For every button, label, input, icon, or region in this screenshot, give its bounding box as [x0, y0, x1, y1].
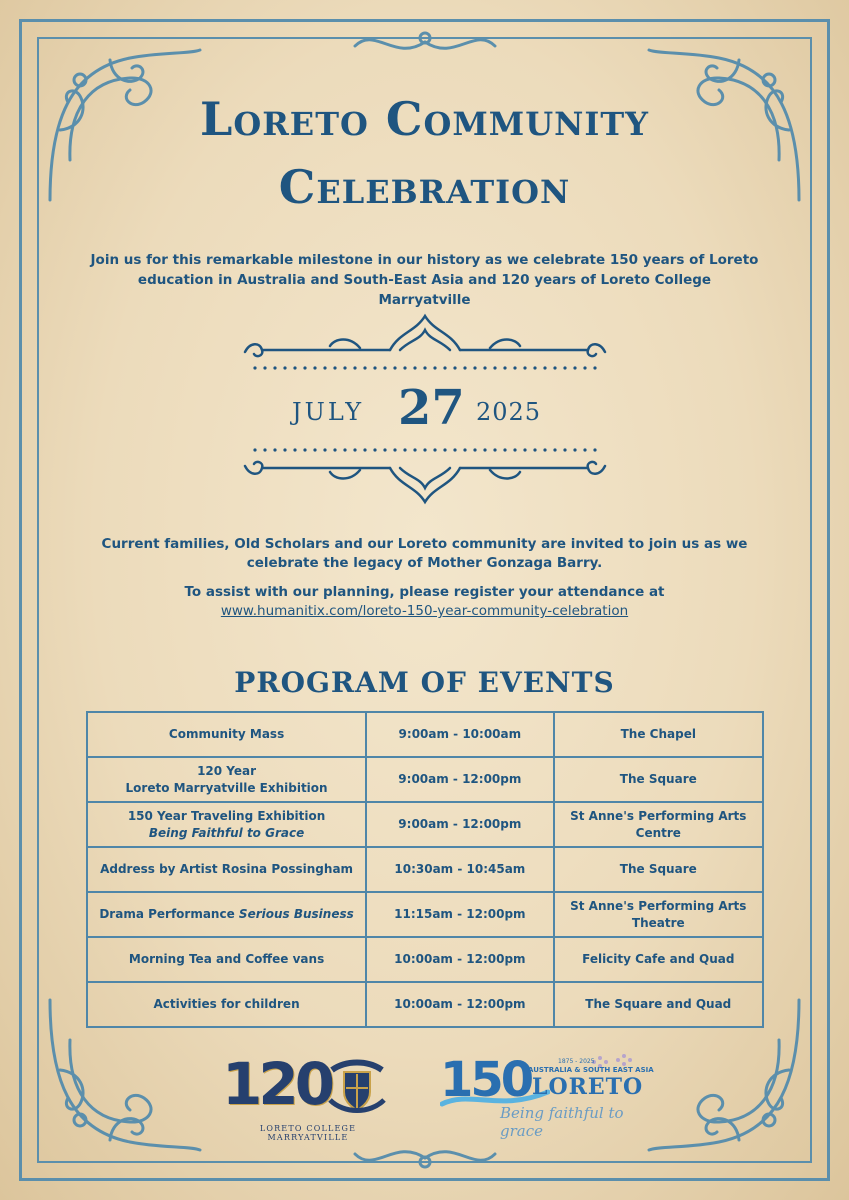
top-flourish-icon: [345, 26, 505, 66]
event-time: 9:00am - 12:00pm: [366, 802, 553, 847]
registration-link[interactable]: www.humanitix.com/loreto-150-year-community-celebration: [220, 603, 629, 619]
logo-120-number: 120: [222, 1050, 332, 1118]
intro-text: Join us for this remarkable milestone in our history as we celebrate 150 years of Loreto education in Australia and South-East Asia and 120 years of Loreto College Marryatville: [90, 252, 759, 308]
table-row: [87, 712, 763, 757]
event-date: [0, 380, 849, 440]
logo-150-years: 1875 - 2025: [558, 1058, 595, 1065]
date-ornament-bottom-icon: [240, 436, 610, 506]
table-row: [87, 757, 763, 802]
event-name: Morning Tea and Coffee vans: [87, 937, 366, 982]
event-time: 10:00am - 12:00pm: [366, 982, 553, 1027]
event-name: 150 Year Traveling Exhibition Being Faithful to Grace: [87, 802, 366, 847]
date-month: JULY: [292, 398, 365, 426]
event-name: Activities for children: [87, 982, 366, 1027]
table-row: [87, 802, 763, 847]
event-venue: St Anne's Performing Arts Theatre: [554, 892, 763, 937]
registration-text: To assist with our planning, please register your attendance at: [184, 584, 665, 600]
event-name: 120 Year Loreto Marryatville Exhibition: [87, 757, 366, 802]
logo-150-region: AUSTRALIA & SOUTH EAST ASIA: [528, 1066, 654, 1074]
event-time: 10:30am - 10:45am: [366, 847, 553, 892]
event-venue: The Square: [554, 757, 763, 802]
event-name: Drama Performance Serious Business: [87, 892, 366, 937]
invite-text: Current families, Old Scholars and our Loreto community are invited to join us as we celebrate the legacy of Mother Gonzaga Barry.: [101, 536, 748, 571]
logo-150-name: LORETO: [532, 1074, 644, 1100]
event-venue: Felicity Cafe and Quad: [554, 937, 763, 982]
date-year: 2025: [476, 398, 542, 426]
table-row: [87, 847, 763, 892]
event-venue: St Anne's Performing Arts Centre: [554, 802, 763, 847]
loreto-150-logo: [440, 1052, 655, 1140]
table-row: [87, 937, 763, 982]
event-time: 11:15am - 12:00pm: [366, 892, 553, 937]
table-row: [87, 982, 763, 1027]
crest-icon: [326, 1056, 388, 1118]
event-venue: The Square: [554, 847, 763, 892]
loreto-120-logo: [222, 1050, 394, 1140]
table-row: [87, 892, 763, 937]
date-day: 27: [398, 380, 465, 436]
page-title-line2: Celebration: [278, 160, 571, 214]
logo-150-number: 150: [440, 1052, 532, 1108]
event-name: Community Mass: [87, 712, 366, 757]
registration-info: [90, 583, 759, 621]
logo-120-caption: LORETO COLLEGE MARRYATVILLE: [259, 1124, 357, 1142]
event-name: Address by Artist Rosina Possingham: [87, 847, 366, 892]
event-time: 10:00am - 12:00pm: [366, 937, 553, 982]
event-venue: The Chapel: [554, 712, 763, 757]
date-ornament-top-icon: [240, 312, 610, 382]
program-heading: PROGRAM OF EVENTS: [234, 666, 615, 699]
event-time: 9:00am - 10:00am: [366, 712, 553, 757]
event-time: 9:00am - 12:00pm: [366, 757, 553, 802]
page-title-line1: Loreto Community: [199, 92, 650, 146]
logo-150-tagline: Being faithful to grace: [500, 1104, 624, 1140]
events-table: [86, 711, 764, 1028]
event-venue: The Square and Quad: [554, 982, 763, 1027]
